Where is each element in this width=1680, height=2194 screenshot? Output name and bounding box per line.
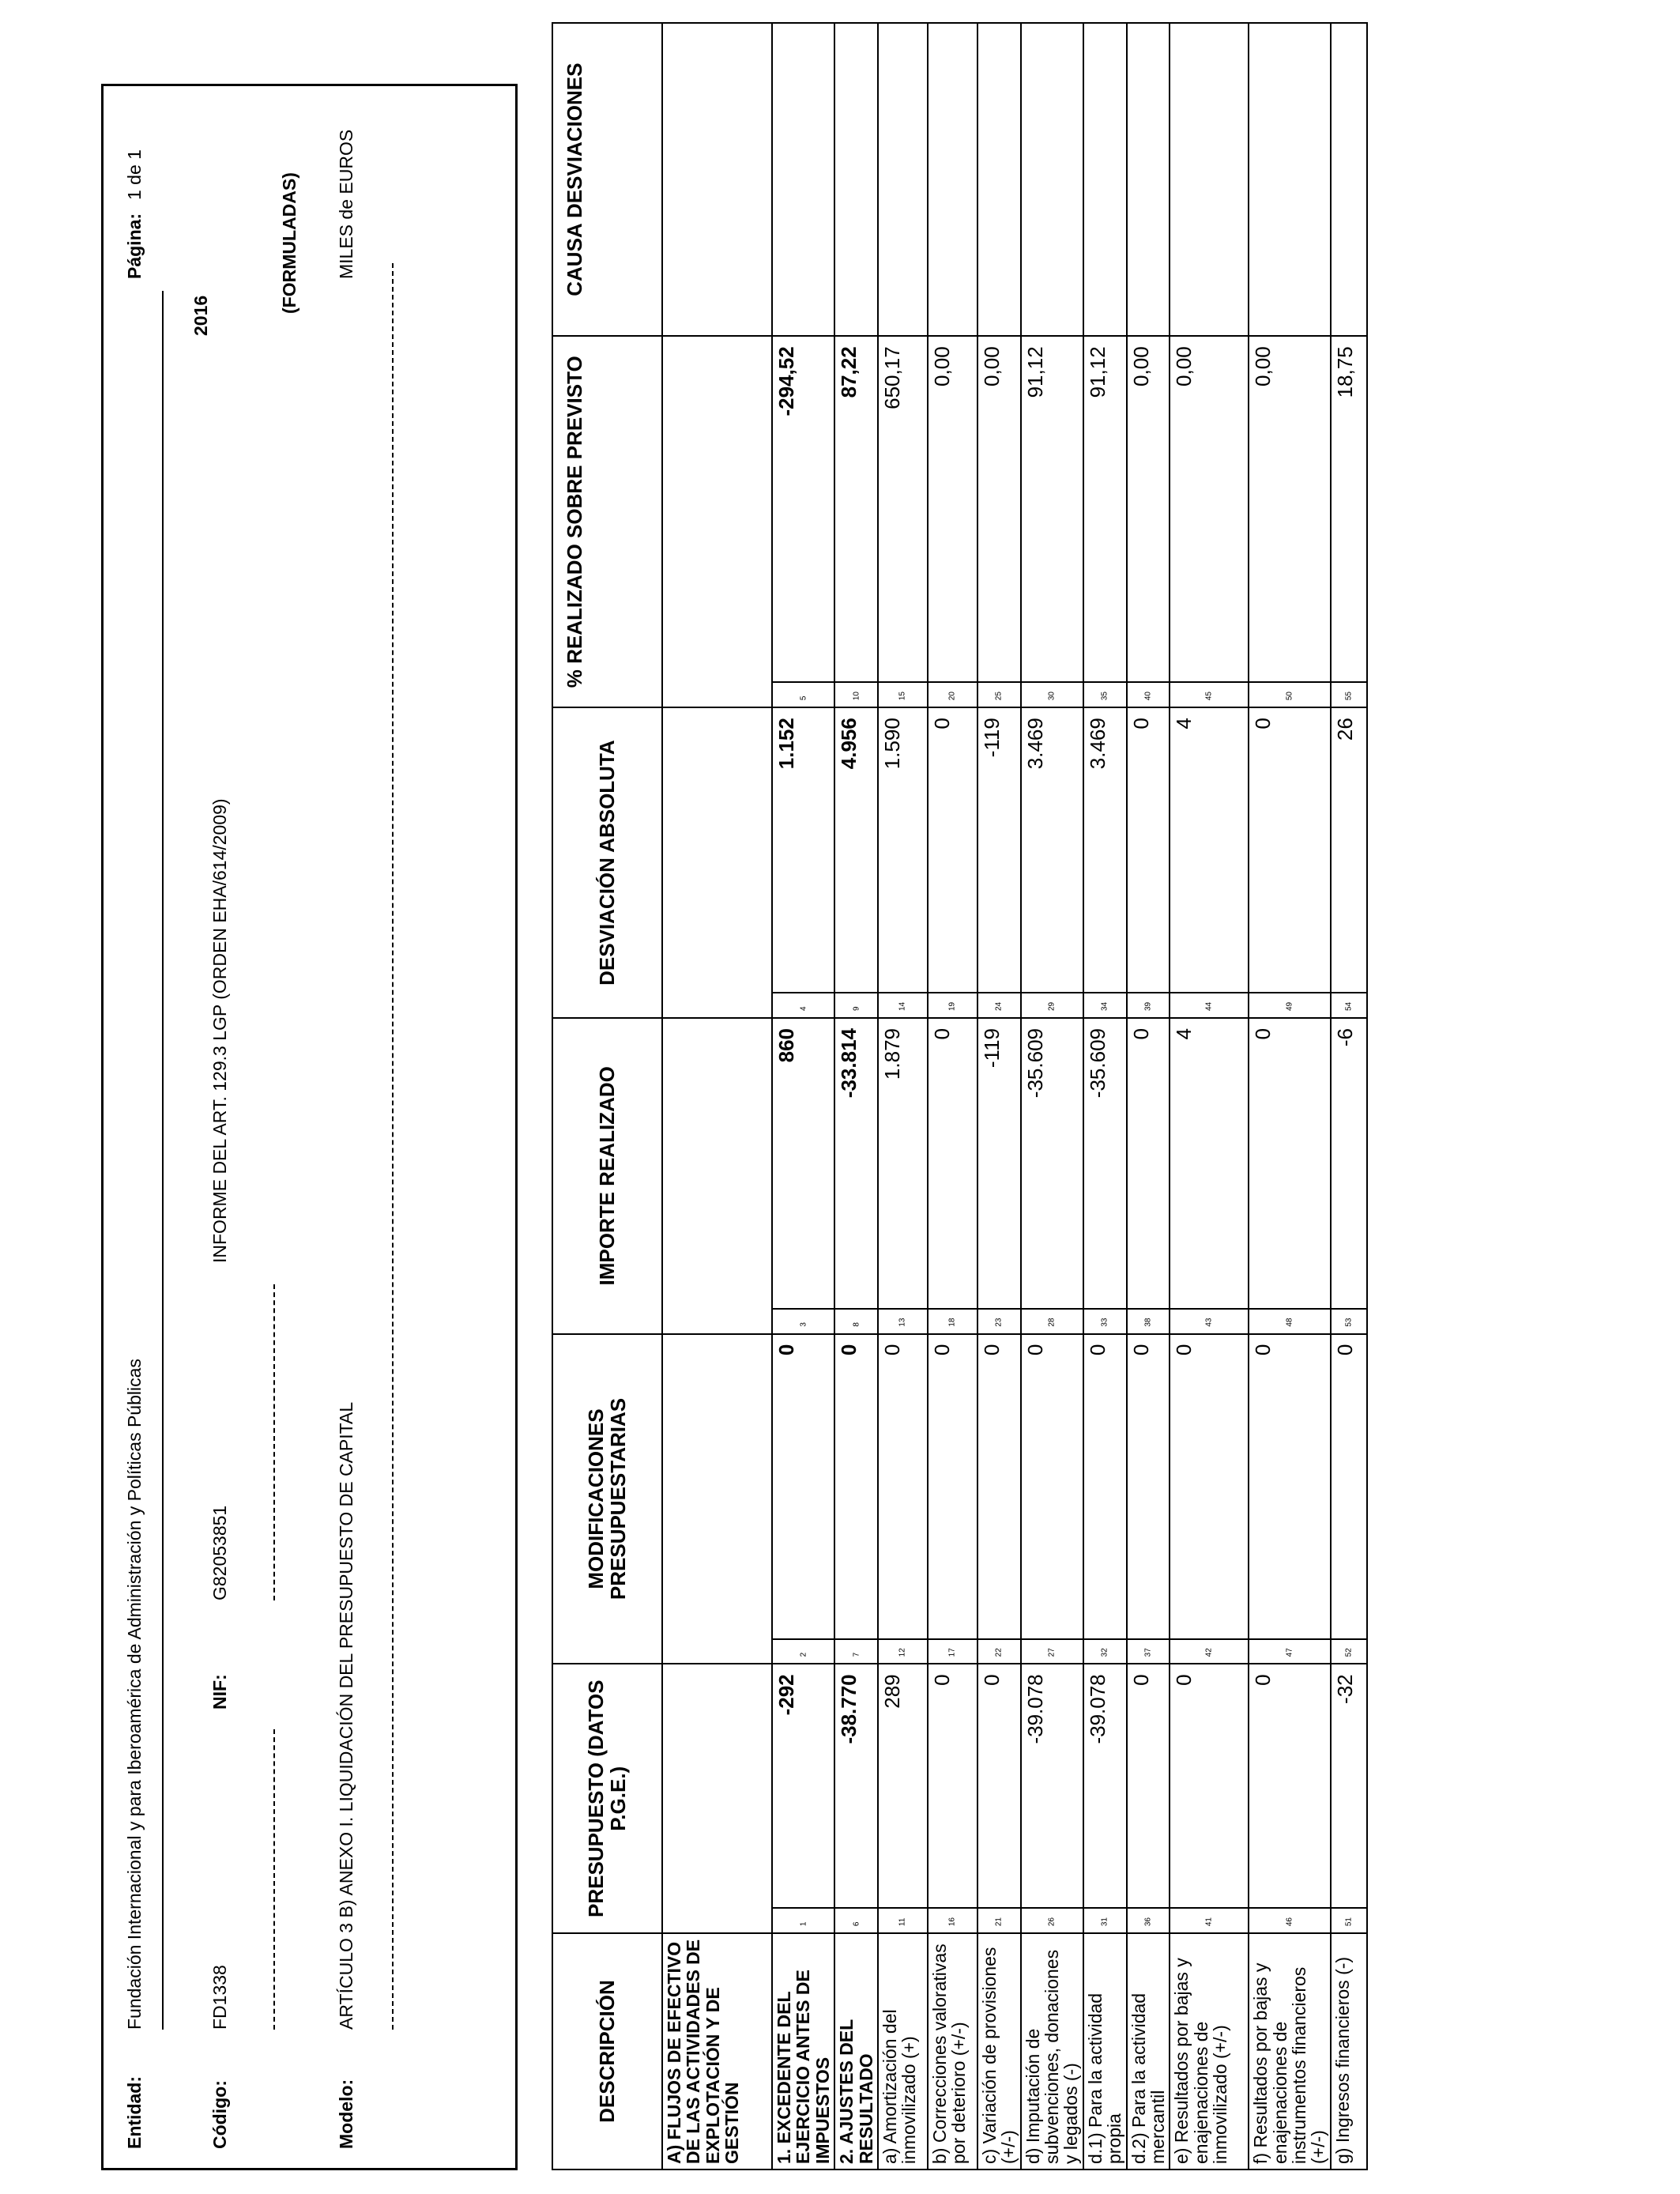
cell-number: 34 xyxy=(1100,1001,1109,1011)
modificaciones-value: 0 xyxy=(1331,1334,1367,1639)
cell-number: 14 xyxy=(898,1001,907,1011)
entidad-value: Fundación Internacional y para Iberoamérica de Administración y Políticas Públicas xyxy=(124,1359,145,2030)
desviacion-value: 3.469 xyxy=(1083,707,1127,993)
row-description: g) Ingresos financieros (-) xyxy=(1331,1933,1367,2169)
importe-value: -35.609 xyxy=(1021,1018,1083,1309)
units-label: MILES de EUROS xyxy=(336,129,356,279)
modificaciones-value: 0 xyxy=(1249,1334,1331,1639)
table-row xyxy=(1083,23,1127,2169)
formuladas-status: (FORMULADAS) xyxy=(279,172,299,314)
causa-value xyxy=(1170,23,1249,336)
importe-value: 1.879 xyxy=(878,1018,928,1309)
cell-number: 30 xyxy=(1047,692,1057,701)
cell-number: 55 xyxy=(1344,692,1354,701)
porcentaje-value: 91,12 xyxy=(1021,336,1083,682)
cell-number: 4 xyxy=(799,1006,808,1011)
cell-number: 46 xyxy=(1285,1917,1294,1927)
table-row xyxy=(834,23,878,2169)
table-header-row xyxy=(552,23,662,2169)
cell-number: 12 xyxy=(898,1648,907,1657)
liquidacion-table xyxy=(552,22,1368,2170)
cell-number: 42 xyxy=(1204,1648,1214,1657)
modificaciones-value: 0 xyxy=(977,1334,1021,1639)
causa-value xyxy=(1249,23,1331,336)
cell-number: 43 xyxy=(1204,1318,1214,1327)
cell-number: 23 xyxy=(994,1318,1004,1327)
cell-number: 17 xyxy=(947,1648,957,1657)
cell-number: 29 xyxy=(1047,1001,1057,1011)
cell-number: 26 xyxy=(1047,1917,1057,1927)
col-modificaciones: MODIFICACIONES PRESUPUESTARIAS xyxy=(552,1334,662,1664)
presupuesto-value: 0 xyxy=(1127,1664,1170,1908)
modificaciones-value: 0 xyxy=(834,1334,878,1639)
desviacion-value: 4 xyxy=(1170,707,1249,993)
desviacion-value: 0 xyxy=(1249,707,1331,993)
presupuesto-value: 0 xyxy=(977,1664,1021,1908)
porcentaje-value: 91,12 xyxy=(1083,336,1127,682)
cell-number: 15 xyxy=(898,692,907,701)
cell-number: 5 xyxy=(799,696,808,701)
porcentaje-value: 0,00 xyxy=(1249,336,1331,682)
modificaciones-value: 0 xyxy=(1170,1334,1249,1639)
presupuesto-value: 0 xyxy=(1249,1664,1331,1908)
col-causa: CAUSA DESVIACIONES xyxy=(552,23,662,336)
desviacion-value: 1.152 xyxy=(772,707,834,993)
cell-number: 50 xyxy=(1285,692,1294,701)
importe-value: 4 xyxy=(1170,1018,1249,1309)
nif-label: NIF: xyxy=(209,1674,230,1710)
table-row xyxy=(1021,23,1083,2169)
cell-number: 39 xyxy=(1143,1001,1153,1011)
cell-number: 22 xyxy=(994,1648,1004,1657)
cell-number: 7 xyxy=(852,1652,861,1657)
row-description: 1. EXCEDENTE DEL EJERCICIO ANTES DE IMPUESTOS xyxy=(772,1933,834,2169)
porcentaje-value: 0,00 xyxy=(1170,336,1249,682)
table-row xyxy=(977,23,1021,2169)
desviacion-value: -119 xyxy=(977,707,1021,993)
cell-number: 52 xyxy=(1344,1648,1354,1657)
cell-number: 19 xyxy=(947,1001,957,1011)
nif-value: G82053851 xyxy=(209,1505,230,1600)
table-row xyxy=(878,23,928,2169)
causa-value xyxy=(977,23,1021,336)
cell-number: 49 xyxy=(1285,1001,1294,1011)
desviacion-value: 1.590 xyxy=(878,707,928,993)
cell-number: 10 xyxy=(852,692,861,701)
modificaciones-value: 0 xyxy=(1127,1334,1170,1639)
presupuesto-value: -39.078 xyxy=(1021,1664,1083,1908)
codigo-dashed-line xyxy=(273,1729,275,2030)
modificaciones-value: 0 xyxy=(878,1334,928,1639)
pagina-label: Página: xyxy=(124,213,145,279)
presupuesto-value: 289 xyxy=(878,1664,928,1908)
entidad-label: Entidad: xyxy=(124,2076,145,2149)
cell-number: 20 xyxy=(947,692,957,701)
table-row xyxy=(1331,23,1367,2169)
cell-number: 18 xyxy=(947,1318,957,1327)
porcentaje-value: 650,17 xyxy=(878,336,928,682)
table-row xyxy=(1170,23,1249,2169)
porcentaje-value: 18,75 xyxy=(1331,336,1367,682)
causa-value xyxy=(1331,23,1367,336)
cell-number: 25 xyxy=(994,692,1004,701)
table-row xyxy=(1249,23,1331,2169)
row-description: b) Correcciones valorativas por deterioro (+/-) xyxy=(928,1933,977,2169)
cell-number: 35 xyxy=(1100,692,1109,701)
porcentaje-value: -294,52 xyxy=(772,336,834,682)
col-presupuesto: PRESUPUESTO (DATOS P.G.E.) xyxy=(552,1664,662,1933)
section-a-label: A) FLUJOS DE EFECTIVO DE LAS ACTIVIDADES DE EXPLOTACIÓN Y DE GESTIÓN xyxy=(662,1933,772,2169)
cell-number: 32 xyxy=(1100,1648,1109,1657)
cell-number: 51 xyxy=(1344,1917,1354,1927)
row-description: 2. AJUSTES DEL RESULTADO xyxy=(834,1933,878,2169)
porcentaje-value: 87,22 xyxy=(834,336,878,682)
cell-number: 33 xyxy=(1100,1318,1109,1327)
row-description: d.2) Para la actividad mercantil xyxy=(1127,1933,1170,2169)
cell-number: 45 xyxy=(1204,692,1214,701)
importe-value: 0 xyxy=(928,1018,977,1309)
row-description: d) Imputación de subvenciones, donaciones y legados (-) xyxy=(1021,1933,1083,2169)
col-desviacion: DESVIACIÓN ABSOLUTA xyxy=(552,707,662,1018)
report-header xyxy=(101,84,518,2170)
desviacion-value: 26 xyxy=(1331,707,1367,993)
causa-value xyxy=(772,23,834,336)
cell-number: 31 xyxy=(1100,1917,1109,1927)
row-description: f) Resultados por bajas y enajenaciones de instrumentos financieros (+/-) xyxy=(1249,1933,1331,2169)
cell-number: 1 xyxy=(799,1921,808,1927)
row-description: a) Amortización del inmovilizado (+) xyxy=(878,1933,928,2169)
presupuesto-value: 0 xyxy=(1170,1664,1249,1908)
cell-number: 47 xyxy=(1285,1648,1294,1657)
cell-number: 21 xyxy=(994,1917,1004,1927)
cell-number: 40 xyxy=(1143,692,1153,701)
cell-number: 38 xyxy=(1143,1318,1153,1327)
nif-dashed-line xyxy=(273,1284,275,1600)
cell-number: 11 xyxy=(898,1917,907,1927)
cell-number: 44 xyxy=(1204,1001,1214,1011)
desviacion-value: 0 xyxy=(928,707,977,993)
row-description: d.1) Para la actividad propia xyxy=(1083,1933,1127,2169)
desviacion-value: 0 xyxy=(1127,707,1170,993)
causa-value xyxy=(1021,23,1083,336)
modelo-label: Modelo: xyxy=(336,2079,356,2149)
desviacion-value: 3.469 xyxy=(1021,707,1083,993)
col-descripcion: DESCRIPCIÓN xyxy=(552,1933,662,2169)
presupuesto-value: -32 xyxy=(1331,1664,1367,1908)
importe-value: 860 xyxy=(772,1018,834,1309)
informe-title: INFORME DEL ART. 129.3 LGP (ORDEN EHA/614/2009) xyxy=(209,798,230,1263)
causa-value xyxy=(834,23,878,336)
modificaciones-value: 0 xyxy=(928,1334,977,1639)
importe-value: -6 xyxy=(1331,1018,1367,1309)
desviacion-value: 4.956 xyxy=(834,707,878,993)
importe-value: -119 xyxy=(977,1018,1021,1309)
cell-number: 53 xyxy=(1344,1318,1354,1327)
cell-number: 2 xyxy=(799,1652,808,1657)
modificaciones-value: 0 xyxy=(1083,1334,1127,1639)
table-row xyxy=(772,23,834,2169)
cell-number: 6 xyxy=(852,1921,861,1927)
section-a-row xyxy=(662,23,772,2169)
codigo-value: FD1338 xyxy=(209,1965,230,2030)
porcentaje-value: 0,00 xyxy=(1127,336,1170,682)
table-row xyxy=(1127,23,1170,2169)
col-importe: IMPORTE REALIZADO xyxy=(552,1018,662,1334)
causa-value xyxy=(1083,23,1127,336)
cell-number: 8 xyxy=(852,1322,861,1327)
cell-number: 3 xyxy=(799,1322,808,1327)
cell-number: 37 xyxy=(1143,1648,1153,1657)
modelo-value: ARTÍCULO 3 B) ANEXO I. LIQUIDACIÓN DEL PRESUPUESTO DE CAPITAL xyxy=(336,1401,356,2030)
cell-number: 36 xyxy=(1143,1917,1153,1927)
importe-value: -35.609 xyxy=(1083,1018,1127,1309)
presupuesto-value: -38.770 xyxy=(834,1664,878,1908)
cell-number: 24 xyxy=(994,1001,1004,1011)
modelo-dashed-line xyxy=(392,263,394,2030)
row-description: e) Resultados por bajas y enajenaciones de inmovilizado (+/-) xyxy=(1170,1933,1249,2169)
row-description: c) Variación de provisiones (+/-) xyxy=(977,1933,1021,2169)
table-row xyxy=(928,23,977,2169)
porcentaje-value: 0,00 xyxy=(977,336,1021,682)
presupuesto-value: 0 xyxy=(928,1664,977,1908)
col-porcentaje: % REALIZADO SOBRE PREVISTO xyxy=(552,336,662,707)
cell-number: 13 xyxy=(898,1318,907,1327)
pagina-value: 1 de 1 xyxy=(124,149,145,200)
causa-value xyxy=(878,23,928,336)
causa-value xyxy=(928,23,977,336)
cell-number: 41 xyxy=(1204,1917,1214,1927)
causa-value xyxy=(1127,23,1170,336)
porcentaje-value: 0,00 xyxy=(928,336,977,682)
report-year: 2016 xyxy=(190,295,211,336)
importe-value: 0 xyxy=(1127,1018,1170,1309)
presupuesto-value: -292 xyxy=(772,1664,834,1908)
importe-value: -33.814 xyxy=(834,1018,878,1309)
modificaciones-value: 0 xyxy=(772,1334,834,1639)
cell-number: 54 xyxy=(1344,1001,1354,1011)
cell-number: 28 xyxy=(1047,1318,1057,1327)
entidad-underline xyxy=(162,291,164,2030)
modificaciones-value: 0 xyxy=(1021,1334,1083,1639)
cell-number: 16 xyxy=(947,1917,957,1927)
cell-number: 48 xyxy=(1285,1318,1294,1327)
codigo-label: Código: xyxy=(209,2080,230,2149)
presupuesto-value: -39.078 xyxy=(1083,1664,1127,1908)
cell-number: 27 xyxy=(1047,1648,1057,1657)
importe-value: 0 xyxy=(1249,1018,1331,1309)
cell-number: 9 xyxy=(852,1006,861,1011)
